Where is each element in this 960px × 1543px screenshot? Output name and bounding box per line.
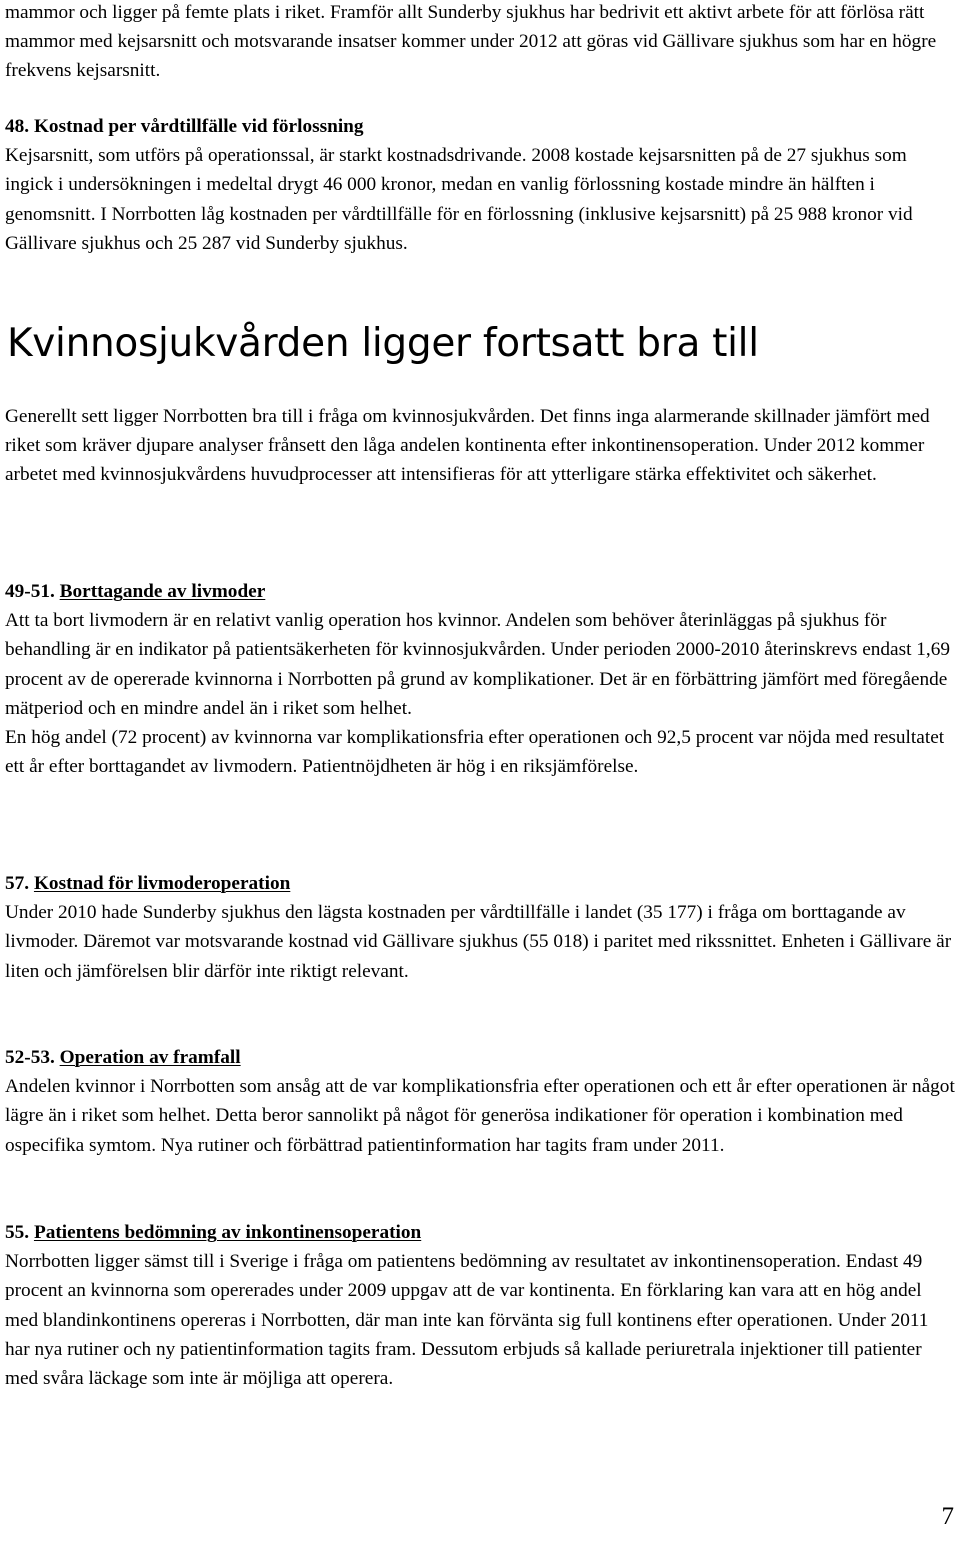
section-57-number: 57. (5, 873, 30, 894)
heading-body-block (5, 402, 957, 490)
section-55-heading (5, 1218, 957, 1247)
page-number: 7 (941, 1503, 954, 1530)
section-55-number: 55. (5, 1222, 30, 1243)
section-48-body: Kejsarsnitt, som utförs på operationssal, är starkt kostnadsdrivande. 2008 kostade kejsarsnitten på de 27 sjukhus som ingick i undersökningen i medeltal drygt 46 000 kronor, medan en vanlig förlossning kostade mindre än hälften i genomsnitt. I Norrbotten låg kostnaden per vårdtillfälle för en förlossning (inklusive kejsarsnitt) på 25 988 kronor vid Gällivare sjukhus och 25 287 vid Sunderby sjukhus. (5, 145, 913, 254)
section-52-53-body: Andelen kvinnor i Norrbotten som ansåg att de var komplikationsfria efter operationen och ett år efter operationen är något lägre än i riket som helhet. Detta beror sannolikt på något för generösa indikationer för operation i kombination med ospecifika symtom. Nya rutiner och förbättrad patientinformation har tagits fram under 2011. (5, 1076, 955, 1156)
section-57-title: Kostnad för livmoderoperation (33, 873, 291, 894)
section-52-53-title: Operation av framfall (59, 1047, 241, 1068)
section-49-51-title: Borttagande av livmoder (59, 581, 266, 602)
heading-body: Generellt sett ligger Norrbotten bra till i fråga om kvinnosjukvården. Det finns inga alarmerande skillnader jämfört med riket som kräver djupare analyser frånsett den låga andelen kontinenta efter inkontinensoperation. Under 2012 kommer arbetet med kvinnosjukvårdens huvudprocesser att intensifieras för att ytterligare stärka effektivitet och säkerhet. (5, 406, 930, 486)
section-55-body: Norrbotten ligger sämst till i Sverige i fråga om patientens bedömning av resultatet av inkontinensoperation. Endast 49 procent an kvinnorna som opererades under 2009 uppgav att de var kontinenta. En förklaring kan vara att en hög andel med blandinkontinens opereras i Norrbotten, där man inte kan förvänta sig full kontinens efter operationen. Under 2011 har nya rutiner och ny patientinformation tagits fram. Dessutom erbjuds så kallade periuretrala injektioner till patienter med svåra läckage som inte är möjliga att operera. (5, 1251, 929, 1390)
section-49-51-number: 49-51. (5, 581, 55, 602)
section-49-51-body: Att ta bort livmodern är en relativt vanlig operation hos kvinnor. Andelen som behöver återinläggas på sjukhus för behandling är en indikator på patientsäkerheten för kvinnosjukvården. Under perioden 2000-2010 återinskrevs endast 1,69 procent av de opererade kvinnorna i Norrbotten på grund av komplikationer. Det är en förbättring jämfört med föregående mätperiod och en mindre andel än i riket som helhet. (5, 610, 951, 719)
intro-paragraph: mammor och ligger på femte plats i riket. Framför allt Sunderby sjukhus har bedrivit ett aktivt arbete för att förlösa rätt mammor med kejsarsnitt och motsvarande insatser kommer under 2012 att göras vid Gällivare sjukhus som har en högre frekvens kejsarsnitt. (5, 2, 937, 82)
main-heading: Kvinnosjukvården ligger fortsatt bra till (7, 321, 759, 366)
section-49-51-body-2: En hög andel (72 procent) av kvinnorna var komplikationsfria efter operationen och 92,5 procent var nöjda med resultatet ett år efter borttagandet av livmodern. Patientnöjdheten är hög i en riksjämförelse. (5, 727, 945, 778)
section-55-title: Patientens bedömning av inkontinensoperation (33, 1222, 422, 1243)
section-57 (5, 869, 957, 986)
section-48-heading (5, 112, 957, 141)
section-57-body: Under 2010 hade Sunderby sjukhus den lägsta kostnaden per vårdtillfälle i landet (35 177) i fråga om borttagande av livmoder. Däremot var motsvarande kostnad vid Gällivare sjukhus (55 018) i paritet med rikssnittet. Enheten i Gällivare är liten och jämförelsen blir därför inte riktigt relevant. (5, 902, 952, 982)
section-48-title: Kostnad per vårdtillfälle vid förlossning (33, 116, 364, 137)
section-49-51 (5, 577, 957, 781)
section-55 (5, 1218, 957, 1393)
section-52-53-heading (5, 1043, 957, 1072)
section-48-number: 48. (5, 116, 30, 137)
section-52-53-number: 52-53. (5, 1047, 55, 1068)
section-48 (5, 112, 957, 258)
section-52-53 (5, 1043, 957, 1160)
section-49-51-heading (5, 577, 957, 606)
section-57-heading (5, 869, 957, 898)
